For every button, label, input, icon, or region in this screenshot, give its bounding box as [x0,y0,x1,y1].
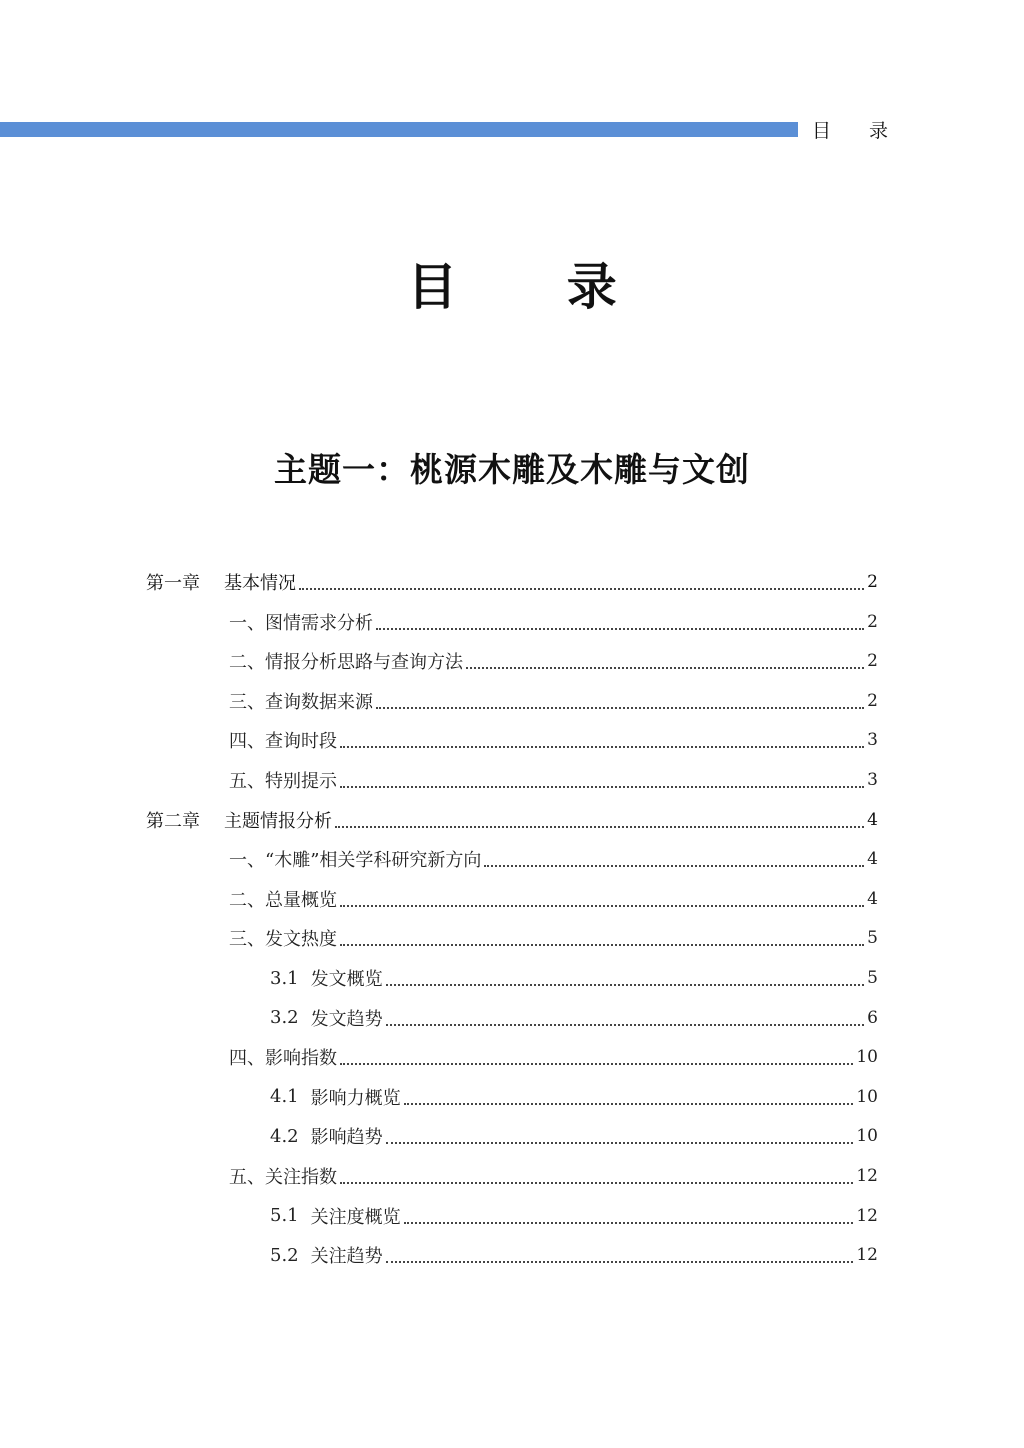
toc-section-entry[interactable] [229,641,878,681]
toc-entry-number: 5.1 [270,1205,299,1227]
toc-page-number: 4 [867,809,878,830]
toc-entry-label: 一、“木雕”相关学科研究新方向 [229,850,482,872]
toc-chapter-entry[interactable] [146,562,878,602]
page-title: 目 录 [407,258,663,316]
toc-dot-leader [376,610,864,630]
toc-entry-label: 二、情报分析思路与查询方法 [229,652,463,674]
toc-entry-label: 三、发文热度 [229,929,337,951]
toc-dot-leader [386,966,865,986]
toc-entry-label: 一、图情需求分析 [229,612,373,634]
toc-dot-leader [404,1204,854,1224]
toc-page-number: 3 [867,730,878,751]
toc-subsection-entry[interactable] [270,998,878,1038]
toc-page-number: 12 [856,1245,878,1266]
toc-dot-leader [340,926,864,946]
toc-page-number: 2 [867,690,878,711]
toc-dot-leader [376,689,864,709]
toc-section-entry[interactable] [229,918,878,958]
toc-entry-label: 二、总量概览 [229,889,337,911]
toc-section-entry[interactable] [229,760,878,800]
toc-entry-number: 3.2 [270,1007,299,1029]
toc-page-number: 10 [856,1126,878,1147]
toc-dot-leader [386,1006,865,1026]
toc-entry-label: 四、查询时段 [229,731,337,753]
toc-dot-leader [340,768,864,788]
toc-entry-label: 关注度概览 [310,1206,401,1228]
toc-entry-number: 4.1 [270,1086,299,1108]
toc-page-number: 2 [867,651,878,672]
toc-dot-leader [340,728,864,748]
toc-subsection-entry[interactable] [270,1235,878,1275]
toc-page-number: 5 [867,968,878,988]
toc-section-entry[interactable] [229,879,878,919]
toc-entry-number: 3.1 [270,967,299,989]
toc-dot-leader [466,649,864,669]
toc-page-number: 5 [867,928,878,949]
toc-subsection-entry[interactable] [270,958,878,998]
toc-dot-leader [484,847,864,867]
toc-section-entry[interactable] [229,602,878,642]
toc-page-number: 4 [867,849,878,870]
toc-dot-leader [299,570,864,590]
toc-dot-leader [386,1243,854,1263]
running-header-title: 目 录 [812,120,905,142]
toc-subsection-entry[interactable] [270,1077,878,1117]
toc-entry-label: 发文概览 [310,969,383,990]
toc-page-number: 6 [867,1007,878,1028]
toc-page-number: 10 [856,1047,878,1068]
toc-entry-number: 第一章 [146,573,200,594]
toc-entry-label: 影响力概览 [310,1087,401,1109]
toc-entry-label: 四、影响指数 [229,1048,337,1070]
header-accent-bar [0,122,798,137]
toc-dot-leader [386,1124,854,1144]
toc-entry-number: 5.2 [270,1244,299,1266]
toc-page-number: 10 [856,1086,878,1107]
toc-chapter-entry[interactable] [146,800,878,840]
toc-entry-label: 三、查询数据来源 [229,691,373,713]
toc-entry-label: 影响趋势 [310,1127,383,1149]
toc-dot-leader [340,887,864,907]
toc-section-entry[interactable] [229,1037,878,1077]
toc-page-number: 2 [867,611,878,632]
toc-dot-leader [404,1085,854,1105]
toc-section-entry[interactable] [229,1156,878,1196]
toc-entry-label: 主题情报分析 [224,810,332,832]
toc-page-number: 2 [867,572,878,592]
toc-entry-label: 五、特别提示 [229,771,337,792]
toc-entry-label: 基本情况 [224,573,296,594]
toc-page-number: 12 [856,1205,878,1226]
toc-entry-label: 发文趋势 [310,1008,383,1030]
toc-subsection-entry[interactable] [270,1196,878,1236]
section-title: 主题一：桃源木雕及木雕与文创 [274,450,750,489]
toc-dot-leader [340,1164,853,1184]
toc-entry-label: 关注趋势 [310,1246,383,1268]
toc-dot-leader [335,808,864,828]
toc-page-number: 3 [867,770,878,790]
toc-entry-label: 五、关注指数 [229,1167,337,1188]
toc-page-number: 4 [867,888,878,909]
toc-section-entry[interactable] [229,839,878,879]
toc-section-entry[interactable] [229,681,878,721]
toc-dot-leader [340,1045,853,1065]
toc-section-entry[interactable] [229,720,878,760]
toc-page-number: 12 [856,1166,878,1186]
toc-subsection-entry[interactable] [270,1116,878,1156]
toc-entry-number: 4.2 [270,1125,299,1147]
toc-entry-number: 第二章 [146,810,200,832]
